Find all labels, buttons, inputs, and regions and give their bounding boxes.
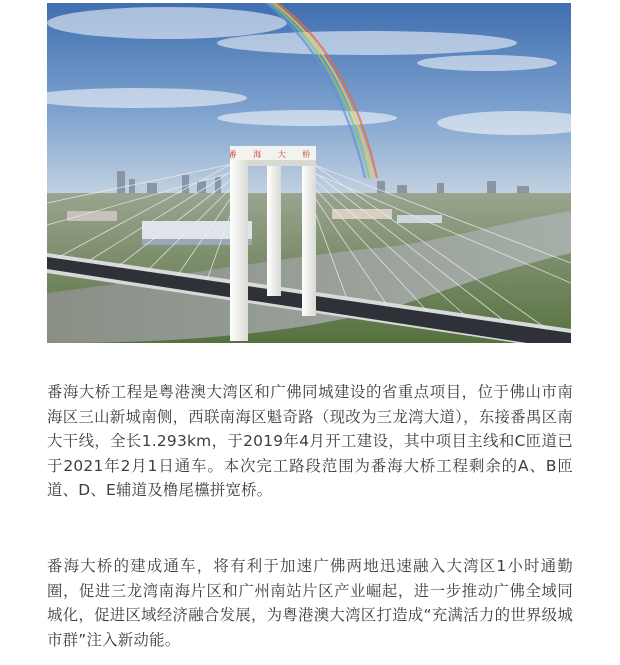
tower-lettering: 番 海 大 桥 [228,150,318,159]
article-paragraph: 番海大桥工程是粤港澳大湾区和广佛同城建设的省重点项目，位于佛山市南海区三山新城南侧，西联南海区魁奇路（现改为三龙湾大道），东接番禺区南大干线，全长1.293km，于2019年4月开工建设，其中项目主线和C匝道已于2021年2月1日通车。本次完工路段范围为番海大桥工程剩余的A、B匝道、D、E辅道及橹尾欓拼宽桥。 [47,383,573,500]
article-paragraph: 番海大桥的建成通车，将有利于加速广佛两地迅速融入大湾区1小时通勤圈，促进三龙湾南海片区和广州南站片区产业崛起，进一步推动广佛全域同城化，促进区域经济融合发展，为粤港澳大湾区打造成“充满活力的世界级城市群”注入新动能。 [47,557,573,649]
bridge-photo-drawing [47,3,571,343]
bridge-photo [47,3,571,343]
